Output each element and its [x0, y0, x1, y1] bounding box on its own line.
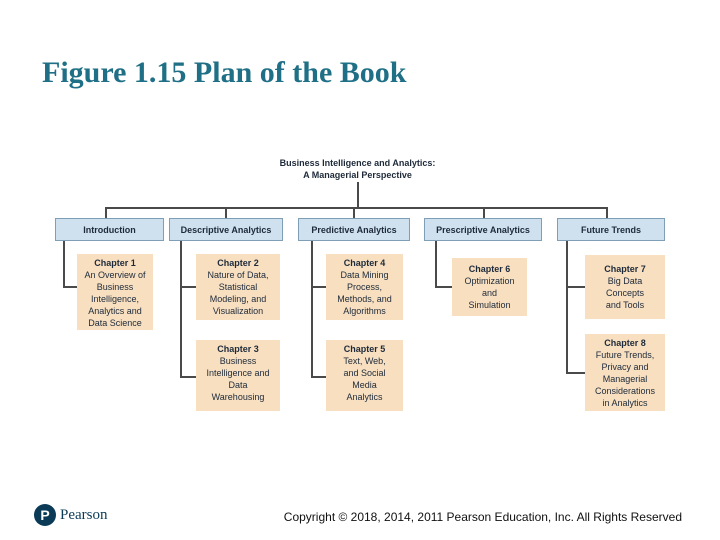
chapter-box-6	[452, 258, 527, 316]
chapter-box-3	[196, 340, 280, 411]
predictive-spine	[311, 241, 313, 377]
section-header-future-trends: Future Trends	[557, 218, 665, 241]
chapter-title: Business Intelligence and Data Warehousing	[206, 356, 270, 402]
connector-prescriptive-drop	[483, 207, 485, 218]
connector-horizontal-bus	[105, 207, 608, 209]
pearson-logo-text: Pearson	[60, 506, 108, 523]
section-header-descriptive-analytics: Descriptive Analytics	[169, 218, 283, 241]
section-header-introduction: Introduction	[55, 218, 164, 241]
chapter-title: Future Trends, Privacy and Managerial Considerations in Analytics	[594, 350, 656, 408]
section-header-prescriptive-analytics: Prescriptive Analytics	[424, 218, 542, 241]
chapter-title: Big Data Concepts and Tools	[605, 276, 645, 310]
prescriptive-spine	[435, 241, 437, 287]
future-spine	[566, 241, 568, 373]
chapter-title: An Overview of Business Intelligence, Analytics and Data Science	[84, 270, 146, 328]
descriptive-spine	[180, 241, 182, 377]
connector-future-drop	[606, 207, 608, 218]
slide-title: Figure 1.15 Plan of the Book	[42, 56, 407, 89]
connector-predictive-drop	[353, 207, 355, 218]
chapter-box-5	[326, 340, 403, 411]
future-branch-7	[566, 286, 585, 288]
chapter-number: Chapter 5	[343, 344, 386, 354]
diagram-root-title	[250, 157, 465, 181]
chapter-number: Chapter 1	[94, 258, 136, 268]
root-title-line-2: A Managerial Perspective	[303, 170, 412, 180]
connector-intro-drop	[105, 207, 107, 218]
chapter-number: Chapter 7	[604, 264, 646, 274]
chapter-title: Text, Web, and Social Media Analytics	[343, 356, 386, 402]
intro-branch-1	[63, 286, 77, 288]
section-header-predictive-analytics: Predictive Analytics	[298, 218, 410, 241]
chapter-title: Data Mining Process, Methods, and Algorithms	[337, 270, 392, 316]
future-branch-8	[566, 372, 585, 374]
chapter-title: Optimization and Simulation	[464, 276, 515, 310]
chapter-number: Chapter 2	[217, 258, 259, 268]
pearson-logo-icon: P	[34, 504, 56, 526]
predictive-branch-5	[311, 376, 326, 378]
intro-spine	[63, 241, 65, 287]
chapter-title: Nature of Data, Statistical Modeling, and Visualization	[207, 270, 269, 316]
chapter-number: Chapter 3	[217, 344, 259, 354]
descriptive-branch-2	[180, 286, 196, 288]
copyright-notice: Copyright © 2018, 2014, 2011 Pearson Education, Inc. All Rights Reserved	[283, 510, 682, 524]
chapter-number: Chapter 4	[343, 258, 386, 268]
connector-descriptive-drop	[225, 207, 227, 218]
chapter-box-4	[326, 254, 403, 320]
prescriptive-branch-6	[435, 286, 452, 288]
chapter-number: Chapter 6	[468, 264, 511, 274]
chapter-number: Chapter 8	[604, 338, 646, 348]
descriptive-branch-3	[180, 376, 196, 378]
pearson-logo	[34, 504, 108, 526]
chapter-box-7	[585, 255, 665, 319]
connector-root-down	[357, 182, 359, 208]
root-title-line-1: Business Intelligence and Analytics:	[279, 158, 436, 168]
chapter-box-8	[585, 334, 665, 411]
chapter-box-2	[196, 254, 280, 320]
chapter-box-1	[77, 254, 153, 330]
predictive-branch-4	[311, 286, 326, 288]
